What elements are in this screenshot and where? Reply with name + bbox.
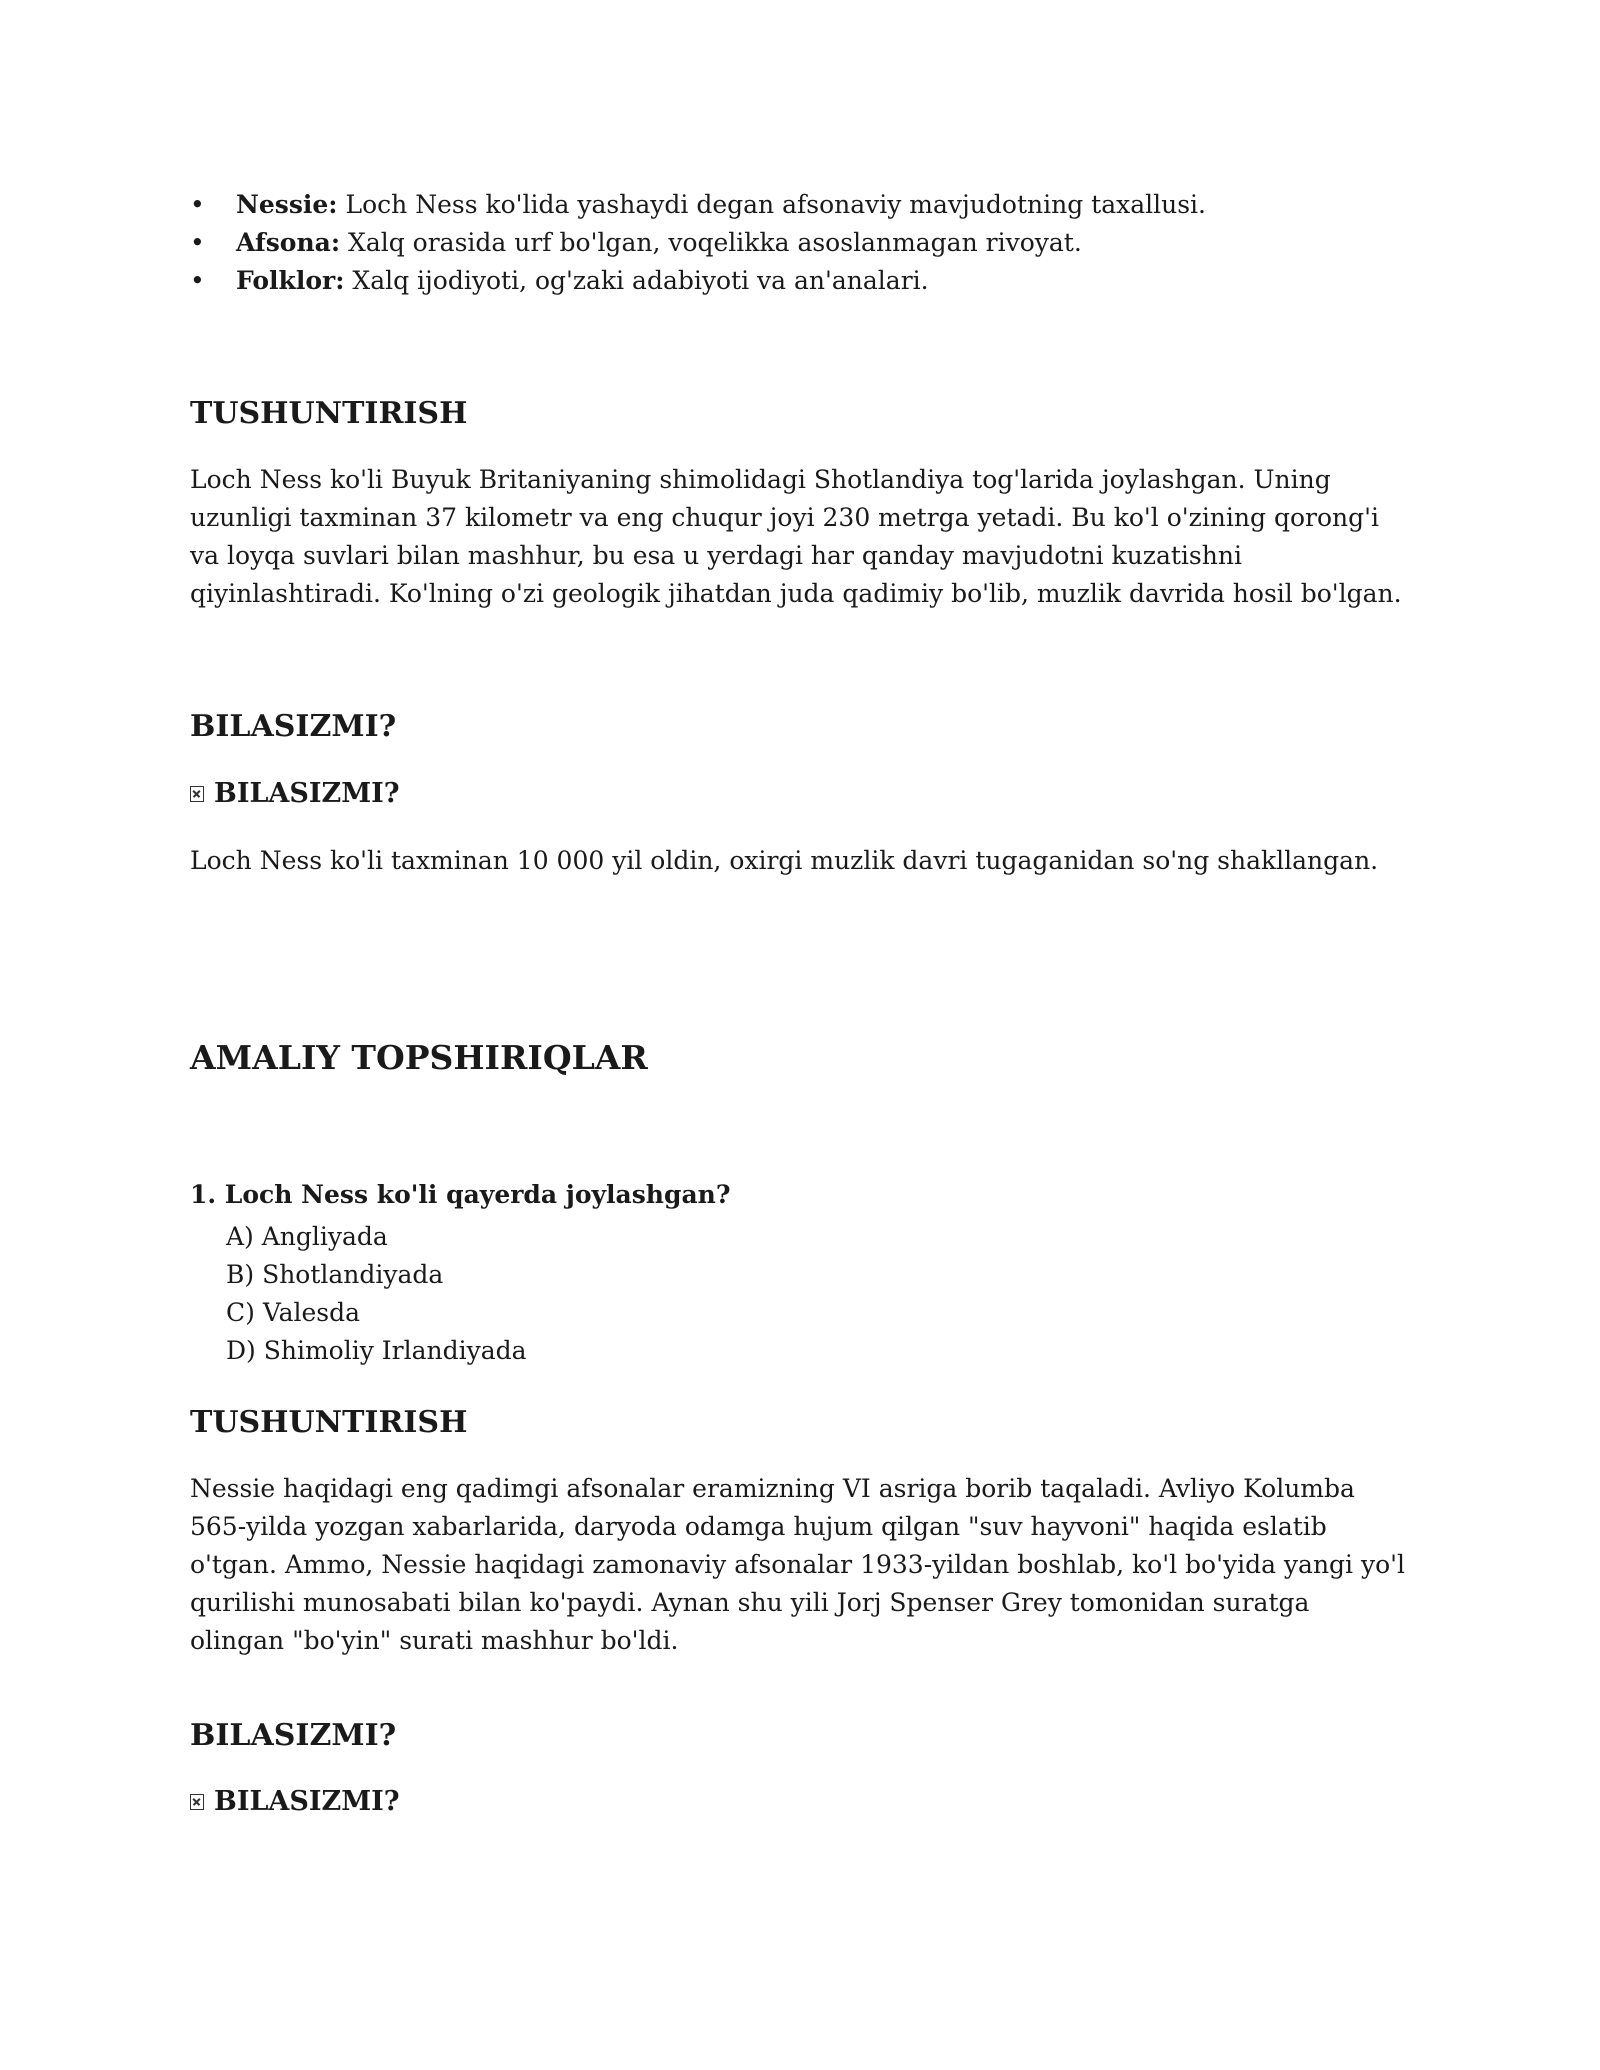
did-you-know-paragraph: Loch Ness ko'li taxminan 10 000 yil oldin, oxirgi muzlik davri tugaganidan so'ng shakllangan. [190,846,1379,875]
section-heading-explanation: TUSHUNTIRISH [190,396,468,431]
glossary-item [190,186,1206,224]
glossary-item [190,262,1206,300]
section-heading-explanation-2: TUSHUNTIRISH [190,1405,468,1440]
glossary-term: Afsona: [236,228,341,257]
glossary-item [190,224,1206,262]
section-heading-did-you-know: BILASIZMI? [190,709,397,744]
glossary-definition: Xalq orasida urf bo'lgan, voqelikka asoslanmagan rivoyat. [340,228,1082,257]
quiz-options [226,1218,527,1370]
did-you-know-label: BILASIZMI? [214,778,400,809]
missing-image-icon [190,1794,204,1810]
glossary-term: Folklor: [236,266,345,295]
quiz-option-a: A) Angliyada [226,1222,388,1251]
explanation-paragraph: Loch Ness ko'li Buyuk Britaniyaning shimolidagi Shotlandiya tog'larida joylashgan. Uning uzunligi taxminan 37 kilometr va eng chuqur joyi 230 metrga yetadi. Bu ko'l o'zining qorong'i va loyqa suvlari bilan mashhur, bu esa u yerdagi har qanday mavjudotni kuzatishni qiyinlashtiradi. Ko'lning o'zi geologik jihatdan juda qadimiy bo'lib, muzlik davrida hosil bo'lgan. [190,465,1402,608]
did-you-know-label-2: BILASIZMI? [214,1786,400,1817]
did-you-know-subheading-2 [190,1783,400,1821]
did-you-know-subheading [190,775,400,813]
section-heading-did-you-know-2: BILASIZMI? [190,1718,397,1753]
glossary-definition: Xalq ijodiyoti, og'zaki adabiyoti va an'analari. [344,266,929,295]
glossary-term: Nessie: [236,190,338,219]
missing-image-icon [190,786,204,802]
glossary-definition: Loch Ness ko'lida yashaydi degan afsonaviy mavjudotning taxallusi. [337,190,1206,219]
practical-tasks-heading: AMALIY TOPSHIRIQLAR [190,1038,648,1077]
quiz-option-c: C) Valesda [226,1298,361,1327]
explanation-paragraph-2: Nessie haqidagi eng qadimgi afsonalar eramizning VI asriga borib taqaladi. Avliyo Kolumba 565-yilda yozgan xabarlarida, daryoda odamga hujum qilgan "suv hayvoni" haqida eslatib o'tgan. Ammo, Nessie haqidagi zamonaviy afsonalar 1933-yildan boshlab, ko'l bo'yida yangi yo'l qurilishi munosabati bilan ko'paydi. Aynan shu yili Jorj Spenser Grey tomonidan suratga olingan "bo'yin" surati mashhur bo'ldi. [190,1474,1406,1655]
bullet-icon: • [190,228,205,257]
glossary-list [190,186,1206,300]
quiz-question: 1. Loch Ness ko'li qayerda joylashgan? [190,1180,731,1209]
bullet-icon: • [190,190,205,219]
quiz-option-b: B) Shotlandiyada [226,1260,444,1289]
quiz-option-d: D) Shimoliy Irlandiyada [226,1336,527,1365]
bullet-icon: • [190,266,205,295]
